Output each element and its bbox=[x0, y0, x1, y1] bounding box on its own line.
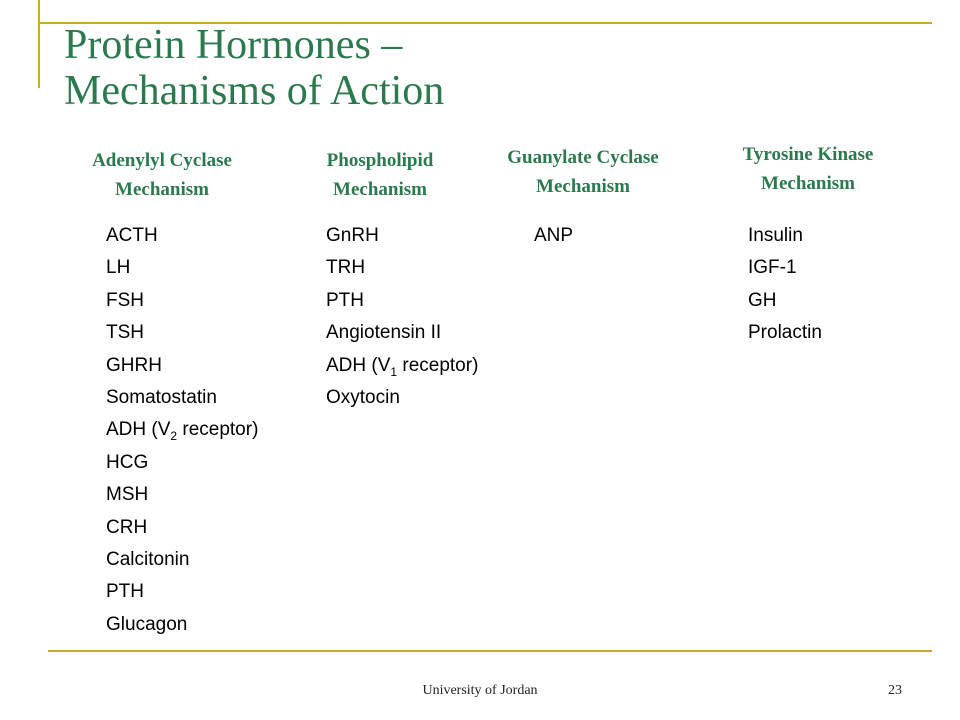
hormone-item: Prolactin bbox=[748, 322, 822, 344]
hormone-list-adenylyl-cyclase bbox=[106, 220, 258, 641]
hormone-item: Somatostatin bbox=[106, 386, 217, 408]
slide-title-line-2: Mechanisms of Action bbox=[64, 68, 445, 114]
hormone-item: CRH bbox=[106, 516, 148, 538]
hormone-item: IGF-1 bbox=[748, 257, 797, 279]
column-heading-line-2: Mechanism bbox=[333, 179, 427, 200]
column-heading-line-2: Mechanism bbox=[761, 173, 855, 194]
hormone-item: ADH ($V_2$ receptor) bbox=[106, 419, 259, 444]
hormone-item: Angiotensin II bbox=[326, 322, 442, 344]
column-heading-line-2: Mechanism bbox=[115, 179, 209, 200]
hormone-item: GnRH bbox=[326, 225, 379, 246]
hormone-item: GH bbox=[748, 289, 777, 311]
column-heading-line-1: Guanylate Cyclase bbox=[507, 147, 659, 168]
hormone-item: Oxytocin bbox=[326, 386, 400, 408]
column-heading-guanylate-cyclase bbox=[463, 143, 703, 201]
hormone-item: FSH bbox=[106, 289, 144, 311]
footer-divider bbox=[48, 650, 932, 652]
hormone-item: PTH bbox=[106, 581, 144, 603]
hormone-list-tyrosine-kinase bbox=[748, 220, 822, 350]
hormone-item: TSH bbox=[106, 322, 144, 344]
column-heading-line-1: Adenylyl Cyclase bbox=[92, 150, 232, 171]
column-heading-adenylyl-cyclase bbox=[42, 146, 282, 204]
page-number: 23 bbox=[888, 683, 902, 698]
hormone-item: PTH bbox=[326, 289, 364, 311]
column-heading-line-2: Mechanism bbox=[536, 176, 630, 197]
slide-title-line-1: Protein Hormones – bbox=[64, 22, 403, 68]
hormone-item: ANP bbox=[534, 225, 574, 246]
footer-institution: University of Jordan bbox=[422, 683, 538, 698]
hormone-item: Insulin bbox=[748, 225, 803, 246]
left-border-line bbox=[38, 0, 40, 88]
hormone-item: LH bbox=[106, 257, 131, 279]
column-heading-line-1: Tyrosine Kinase bbox=[742, 144, 874, 165]
hormone-item: MSH bbox=[106, 484, 149, 506]
hormone-list-guanylate-cyclase bbox=[534, 220, 573, 252]
slide-title bbox=[64, 22, 444, 114]
column-heading-line-1: Phospholipid bbox=[326, 150, 434, 171]
hormone-list-phospholipid bbox=[326, 220, 478, 414]
hormone-item: Calcitonin bbox=[106, 548, 190, 570]
hormone-item: HCG bbox=[106, 451, 149, 473]
hormone-item: Glucagon bbox=[106, 613, 188, 635]
hormone-item: ADH ($V_1$ receptor) bbox=[326, 354, 479, 379]
hormone-item: GHRH bbox=[106, 354, 162, 376]
column-heading-tyrosine-kinase bbox=[688, 140, 928, 198]
hormone-item: ACTH bbox=[106, 225, 158, 246]
hormone-item: TRH bbox=[326, 257, 366, 279]
